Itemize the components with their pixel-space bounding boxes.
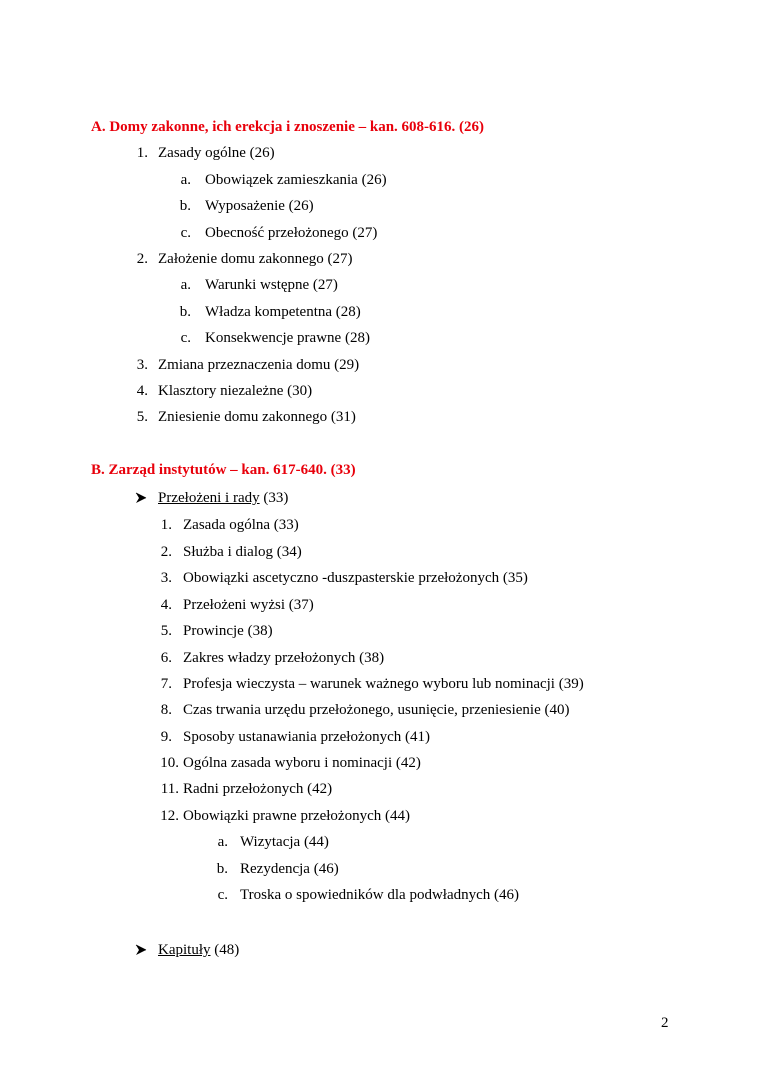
list-number: 12. (160, 808, 179, 824)
group-page: (48) (210, 942, 240, 958)
group-heading-przelozeni (158, 489, 288, 507)
sublist-item: Obowiązek zamieszkania (26) (205, 172, 387, 188)
list-item: Zniesienie domu zakonnego (31) (158, 409, 356, 425)
sublist-item: Warunki wstępne (27) (205, 277, 338, 293)
sublist-item: Władza kompetentna (28) (205, 304, 361, 320)
sublist-item: Troska o spowiedników dla podwładnych (46) (240, 887, 520, 903)
sublist-letter: b. (179, 198, 191, 214)
list-number: 1. (160, 517, 172, 533)
list-item: Prowincje (38) (183, 623, 273, 639)
list-item: Służba i dialog (34) (183, 544, 302, 560)
list-number: 2. (160, 544, 172, 560)
arrow-bullet-icon (135, 944, 147, 956)
sublist-item: Wyposażenie (26) (205, 198, 314, 214)
list-number: 11. (160, 781, 179, 797)
sublist-letter: b. (179, 304, 191, 320)
list-number: 4. (160, 597, 172, 613)
list-item: Ogólna zasada wyboru i nominacji (42) (183, 755, 421, 771)
group-heading-kapituly (158, 941, 239, 959)
group-title: Przełożeni i rady (158, 490, 260, 506)
list-item: Profesja wieczysta – warunek ważnego wyboru lub nominacji (39) (183, 676, 584, 692)
list-number: 1. (136, 145, 148, 161)
section-b-heading: B. Zarząd instytutów – kan. 617-640. (33) (91, 462, 356, 478)
section-a-heading: A. Domy zakonne, ich erekcja i znoszenie – kan. 608-616. (26) (91, 119, 485, 135)
sublist-item: Wizytacja (44) (240, 834, 329, 850)
sublist-letter: a. (180, 277, 191, 293)
list-item: Zasady ogólne (26) (158, 145, 275, 161)
sublist-letter: a. (217, 834, 228, 850)
arrow-bullet-icon (135, 492, 147, 504)
list-item: Sposoby ustanawiania przełożonych (41) (183, 729, 431, 745)
list-item: Radni przełożonych (42) (183, 781, 333, 797)
list-number: 3. (136, 357, 148, 373)
sublist-letter: c. (180, 225, 191, 241)
list-number: 5. (160, 623, 172, 639)
list-item: Przełożeni wyżsi (37) (183, 597, 314, 613)
list-item: Czas trwania urzędu przełożonego, usunięcie, przeniesienie (40) (183, 702, 570, 718)
list-item: Zmiana przeznaczenia domu (29) (158, 357, 360, 373)
list-number: 9. (160, 729, 172, 745)
sublist-letter: c. (180, 330, 191, 346)
list-item: Klasztory niezależne (30) (158, 383, 313, 399)
list-number: 7. (160, 676, 172, 692)
page-number: 2 (661, 1015, 669, 1031)
sublist-item: Konsekwencje prawne (28) (205, 330, 370, 346)
group-page: (33) (259, 490, 289, 506)
list-item: Założenie domu zakonnego (27) (158, 251, 353, 267)
list-number: 4. (136, 383, 148, 399)
list-number: 2. (136, 251, 148, 267)
sublist-letter: a. (180, 172, 191, 188)
list-item: Zasada ogólna (33) (183, 517, 299, 533)
list-number: 3. (160, 570, 172, 586)
list-number: 10. (160, 755, 179, 771)
sublist-letter: c. (217, 887, 228, 903)
list-item: Obowiązki prawne przełożonych (44) (183, 808, 410, 824)
list-number: 8. (160, 702, 172, 718)
list-item: Obowiązki ascetyczno -duszpasterskie przełożonych (35) (183, 570, 528, 586)
group-title: Kapituły (158, 942, 211, 958)
list-number: 6. (160, 650, 172, 666)
sublist-item: Obecność przełożonego (27) (205, 225, 378, 241)
list-number: 5. (136, 409, 148, 425)
list-item: Zakres władzy przełożonych (38) (183, 650, 385, 666)
sublist-item: Rezydencja (46) (240, 861, 339, 877)
sublist-letter: b. (216, 861, 228, 877)
